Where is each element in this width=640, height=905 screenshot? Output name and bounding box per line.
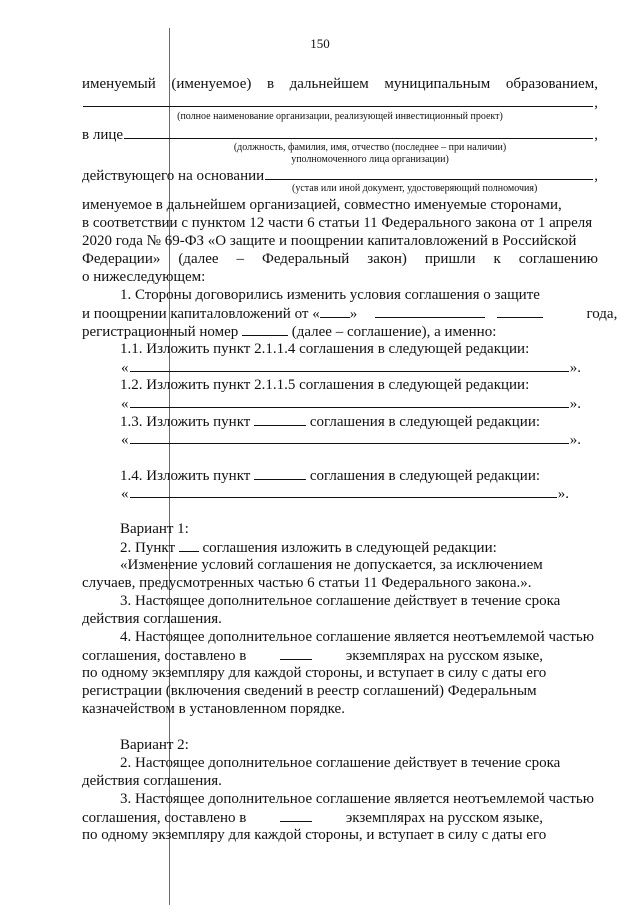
item-1-3-text-line: « ». — [121, 432, 581, 448]
reg-number-field[interactable] — [242, 322, 288, 336]
clause1-line-1: 1. Стороны договорились изменить условия соглашения о защите — [120, 287, 540, 303]
person-field[interactable] — [124, 125, 593, 139]
item-1-1-text-line: « ». — [121, 360, 581, 376]
variant-2-title: Вариант 2: — [120, 737, 189, 753]
org-name-line: , — [82, 93, 598, 112]
variant-1-title: Вариант 1: — [120, 521, 189, 537]
org-name-field[interactable] — [83, 93, 593, 107]
variant1-clause-field[interactable] — [179, 538, 199, 552]
variant2-clause-2-line-1: 2. Настоящее дополнительное соглашение действует в течение срока — [120, 755, 561, 771]
basis-field[interactable] — [265, 166, 593, 180]
date-year-field[interactable] — [497, 304, 543, 318]
variant1-clause-3-line-2: действия соглашения. — [82, 611, 222, 627]
variant1-copies-field[interactable] — [280, 646, 312, 660]
intro-line-2: в соответствии с пунктом 12 части 6 статьи 11 Федерального закона от 1 апреля — [82, 215, 593, 231]
item-1-2-text-line: « ». — [121, 396, 581, 412]
variant1-clause-2: 2. Пункт соглашения изложить в следующей редакции: — [120, 540, 497, 556]
intro-line-4: Федерации» (далее – Федеральный закон) пришли к соглашению — [82, 251, 598, 267]
variant2-clause-3-line-3: по одному экземпляру для каждой стороны, и вступает в силу с даты его — [82, 827, 547, 843]
item-1-4-text-line: « ». — [121, 486, 569, 502]
basis-note: (устав или иной документ, удостоверяющий полномочия) — [292, 183, 538, 194]
item-1-4-clause-field[interactable] — [254, 466, 306, 480]
variant2-clause-3-line-1: 3. Настоящее дополнительное соглашение является неотъемлемой частью — [120, 791, 594, 807]
variant1-clause-3-line-1: 3. Настоящее дополнительное соглашение действует в течение срока — [120, 593, 561, 609]
item-1-3-field[interactable] — [130, 430, 569, 444]
item-1-2: 1.2. Изложить пункт 2.1.1.5 соглашения в следующей редакции: — [120, 377, 530, 393]
variant1-quote-1: «Изменение условий соглашения не допускается, за исключением — [120, 557, 543, 573]
item-1-2-field[interactable] — [130, 394, 569, 408]
item-1-4: 1.4. Изложить пункт соглашения в следующей редакции: — [120, 468, 541, 484]
intro-line-1: именуемое в дальнейшем организацией, совместно именуемые сторонами, — [82, 197, 562, 213]
basis-line: действующего на основании , — [82, 168, 598, 184]
variant1-clause-4-line-1: 4. Настоящее дополнительное соглашение является неотъемлемой частью — [120, 629, 594, 645]
item-1-3: 1.3. Изложить пункт соглашения в следующей редакции: — [120, 414, 541, 430]
person-note-1: (должность, фамилия, имя, отчество (последнее – при наличии) — [233, 142, 507, 153]
org-name-note: (полное наименование организации, реализующей инвестиционный проект) — [177, 111, 503, 122]
variant2-clause-2-line-2: действия соглашения. — [82, 773, 222, 789]
variant2-clause-3-line-2: соглашения, составлено в экземплярах на русском языке, — [82, 810, 544, 826]
intro-line-3: 2020 года № 69-ФЗ «О защите и поощрении капиталовложений в Российской — [82, 233, 577, 249]
item-1-4-field[interactable] — [130, 484, 557, 498]
clause1-line-2: и поощрении капиталовложений от « » года, — [82, 306, 618, 322]
person-note-2: уполномоченного лица организации) — [291, 154, 449, 165]
clause1-line-3: регистрационный номер (далее – соглашение), а именно: — [82, 324, 497, 340]
variant1-clause-4-line-2: соглашения, составлено в экземплярах на русском языке, — [82, 648, 544, 664]
header-line-1: именуемый (именуемое) в дальнейшем муниципальным образованием, — [82, 76, 598, 92]
variant1-clause-4-line-3: по одному экземпляру для каждой стороны, и вступает в силу с даты его — [82, 665, 547, 681]
person-line: в лице , — [82, 127, 598, 143]
date-day-field[interactable] — [320, 304, 350, 318]
date-month-field[interactable] — [375, 304, 485, 318]
intro-line-5: о нижеследующем: — [82, 269, 206, 285]
variant1-clause-4-line-4: регистрации (включения сведений в реестр соглашений) Федеральным — [82, 683, 537, 699]
variant1-quote-2: случаев, предусмотренных частью 6 статьи 11 Федерального закона.». — [82, 575, 532, 591]
item-1-1-field[interactable] — [130, 358, 569, 372]
variant1-clause-4-line-5: казначейством в установленном порядке. — [82, 701, 345, 717]
variant2-copies-field[interactable] — [280, 808, 312, 822]
item-1-1: 1.1. Изложить пункт 2.1.1.4 соглашения в следующей редакции: — [120, 341, 530, 357]
item-1-3-clause-field[interactable] — [254, 412, 306, 426]
page-number: 150 — [310, 36, 330, 51]
